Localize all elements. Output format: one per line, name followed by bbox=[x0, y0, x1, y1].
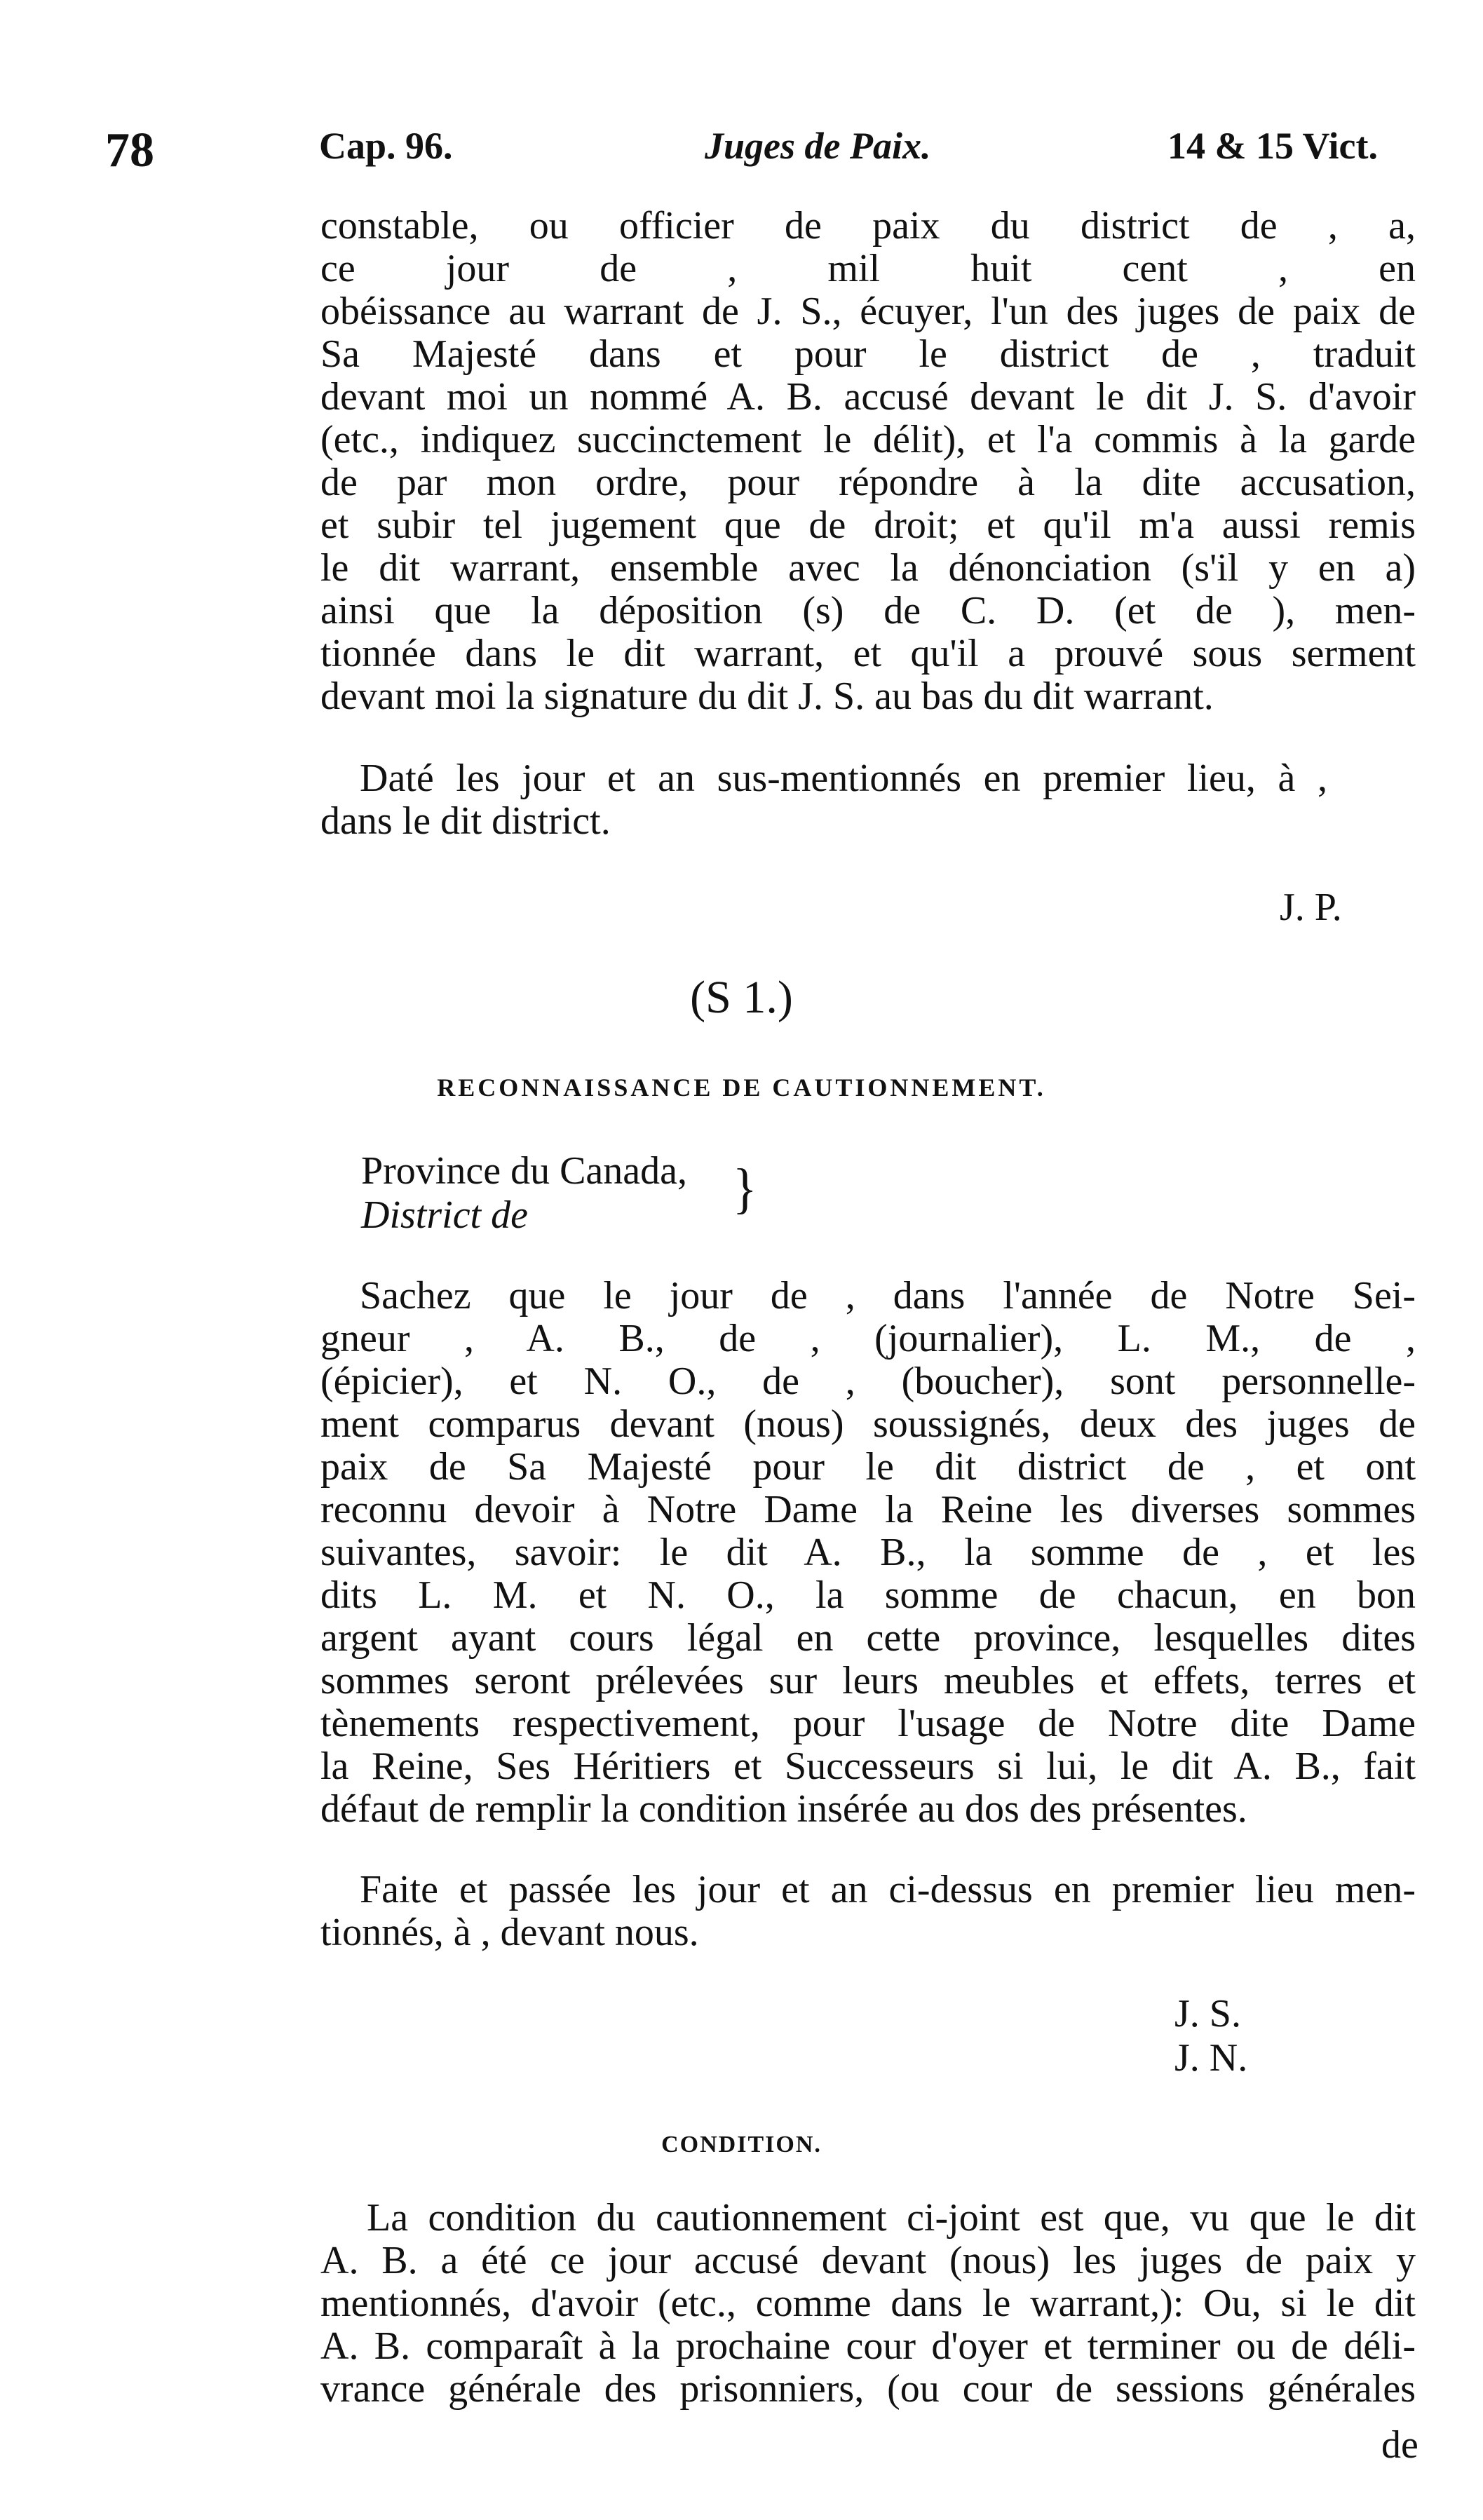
text-line: Daté les jour et an sus-mentionnés en premier lieu, à , bbox=[360, 757, 1327, 800]
text-line: ment comparus devant (nous) soussignés, deux des juges de bbox=[320, 1402, 1416, 1446]
text-line: Faite et passée les jour et an ci-dessus en premier lieu men- bbox=[360, 1868, 1416, 1911]
condition-heading: CONDITION. bbox=[661, 2132, 822, 2157]
text-line: reconnu devoir à Notre Dame la Reine les diverses sommes bbox=[320, 1488, 1416, 1531]
text-line: la Reine, Ses Héritiers et Successeurs si lui, le dit A. B., fait bbox=[320, 1745, 1416, 1788]
text-line: de par mon ordre, pour répondre à la dite accusation, bbox=[320, 461, 1416, 504]
venue-province: Province du Canada, bbox=[361, 1149, 687, 1193]
text-line: constable, ou officier de paix du district de , a, bbox=[320, 204, 1416, 248]
text-line: Sachez que le jour de , dans l'année de Notre Sei- bbox=[360, 1274, 1416, 1317]
text-line: La condition du cautionnement ci-joint est que, vu que le dit bbox=[367, 2196, 1416, 2240]
section-heading: RECONNAISSANCE DE CAUTIONNEMENT. bbox=[437, 1073, 1046, 1102]
running-head bbox=[0, 116, 1483, 179]
text-line: ce jour de , mil huit cent , en bbox=[320, 247, 1416, 290]
chapter-label: Cap. 96. bbox=[319, 125, 453, 167]
text-line: devant moi un nommé A. B. accusé devant le dit J. S. d'avoir bbox=[320, 375, 1416, 419]
catchword: de bbox=[1381, 2423, 1418, 2467]
running-title: Juges de Paix. bbox=[705, 125, 931, 167]
text-line: argent ayant cours légal en cette province, lesquelles dites bbox=[320, 1616, 1416, 1660]
signature-js: J. S. bbox=[1174, 1992, 1241, 2035]
text-line: A. B. comparaît à la prochaine cour d'oyer et terminer ou de déli- bbox=[320, 2324, 1416, 2368]
brace-mark: } bbox=[733, 1158, 757, 1219]
paragraph-constable-return bbox=[320, 205, 1416, 718]
text-line: devant moi la signature du dit J. S. au bas du dit warrant. bbox=[320, 675, 1214, 718]
page-number: 78 bbox=[105, 123, 154, 177]
signature-jp: J. P. bbox=[1280, 886, 1342, 929]
text-line: tionnée dans le dit warrant, et qu'il a prouvé sous serment bbox=[320, 632, 1416, 675]
text-line: paix de Sa Majesté pour le dit district de , et ont bbox=[320, 1445, 1416, 1489]
text-line: dits L. M. et N. O., la somme de chacun, en bon bbox=[320, 1573, 1416, 1617]
paragraph-recognizance bbox=[320, 1275, 1416, 1831]
text-line: vrance générale des prisonniers, (ou cour de sessions générales bbox=[320, 2367, 1416, 2411]
text-line: suivantes, savoir: le dit A. B., la somme de , et les bbox=[320, 1531, 1416, 1574]
text-line: (etc., indiquez succinctement le délit), et l'a commis à la garde bbox=[320, 418, 1416, 461]
text-line: ainsi que la déposition (s) de C. D. (et de ), men- bbox=[320, 589, 1416, 632]
paragraph-dated bbox=[320, 757, 1416, 843]
text-line: dans le dit district. bbox=[320, 799, 611, 843]
text-line: tènements respectivement, pour l'usage de Notre dite Dame bbox=[320, 1702, 1416, 1745]
venue-district: District de bbox=[361, 1193, 528, 1237]
text-line: A. B. a été ce jour accusé devant (nous) les juges de paix y bbox=[320, 2239, 1416, 2282]
text-line: sommes seront prélevées sur leurs meubles et effets, terres et bbox=[320, 1659, 1416, 1702]
section-number: (S 1.) bbox=[690, 972, 793, 1023]
text-line: (épicier), et N. O., de , (boucher), sont personnelle- bbox=[320, 1360, 1416, 1403]
regnal-year: 14 & 15 Vict. bbox=[1167, 125, 1378, 167]
text-line: le dit warrant, ensemble avec la dénonciation (s'il y en a) bbox=[320, 546, 1416, 590]
text-line: mentionnés, d'avoir (etc., comme dans le warrant,): Ou, si le dit bbox=[320, 2282, 1416, 2325]
text-line: et subir tel jugement que de droit; et qu'il m'a aussi remis bbox=[320, 503, 1416, 547]
text-line: tionnés, à , devant nous. bbox=[320, 1911, 699, 1954]
paragraph-condition bbox=[320, 2197, 1416, 2411]
text-line: gneur , A. B., de , (journalier), L. M., de , bbox=[320, 1317, 1416, 1360]
text-line: Sa Majesté dans et pour le district de , traduit bbox=[320, 332, 1416, 376]
text-line: défaut de remplir la condition insérée au dos des présentes. bbox=[320, 1787, 1247, 1831]
text-line: obéissance au warrant de J. S., écuyer, l'un des juges de paix de bbox=[320, 290, 1416, 333]
paragraph-done bbox=[320, 1869, 1416, 1954]
signature-jn: J. N. bbox=[1174, 2036, 1248, 2080]
